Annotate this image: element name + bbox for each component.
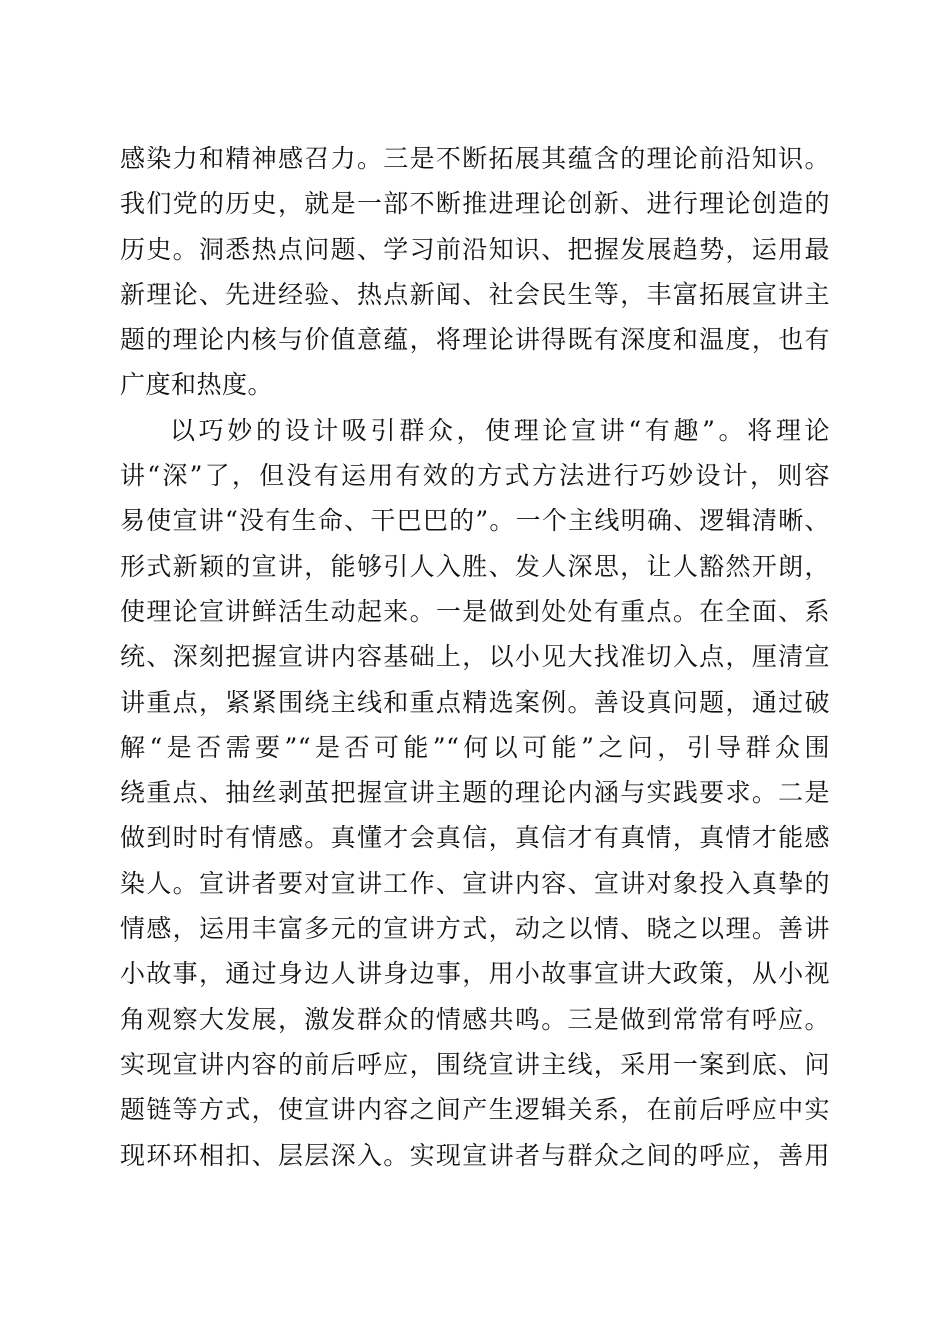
text-line: 做到时时有情感。真懂才会真信，真信才有真情，真情才能感 bbox=[120, 823, 830, 853]
paragraph-1 bbox=[120, 136, 830, 408]
text-line: 解“是否需要”“是否可能”“何以可能”之问，引导群众围 bbox=[120, 732, 830, 762]
text-line: 实现宣讲内容的前后呼应，围绕宣讲主线，采用一案到底、问 bbox=[120, 1049, 830, 1079]
paragraph-2 bbox=[120, 408, 830, 1178]
text-line: 绕重点、抽丝剥茧把握宣讲主题的理论内涵与实践要求。二是 bbox=[120, 778, 830, 808]
text-line: 感染力和精神感召力。三是不断拓展其蕴含的理论前沿知识。 bbox=[120, 144, 830, 173]
text-line: 题链等方式，使宣讲内容之间产生逻辑关系，在前后呼应中实 bbox=[120, 1095, 830, 1125]
text-line: 广度和热度。 bbox=[120, 370, 274, 400]
text-line: 新理论、先进经验、热点新闻、社会民生等，丰富拓展宣讲主 bbox=[120, 279, 830, 309]
text-line: 统、深刻把握宣讲内容基础上，以小见大找准切入点，厘清宣 bbox=[120, 642, 830, 672]
text-line: 讲重点，紧紧围绕主线和重点精选案例。善设真问题，通过破 bbox=[120, 687, 830, 717]
text-line: 我们党的历史，就是一部不断推进理论创新、进行理论创造的 bbox=[120, 189, 830, 219]
text-line: 讲“深”了，但没有运用有效的方式方法进行巧妙设计，则容 bbox=[120, 461, 830, 491]
text-line: 小故事，通过身边人讲身边事，用小故事宣讲大政策，从小视 bbox=[120, 959, 830, 989]
text-line: 以巧妙的设计吸引群众，使理论宣讲“有趣”。将理论 bbox=[170, 415, 830, 445]
document-page bbox=[120, 136, 830, 1178]
text-line: 情感，运用丰富多元的宣讲方式，动之以情、晓之以理。善讲 bbox=[120, 914, 830, 944]
text-line: 染人。宣讲者要对宣讲工作、宣讲内容、宣讲对象投入真挚的 bbox=[120, 868, 830, 898]
text-line: 角观察大发展，激发群众的情感共鸣。三是做到常常有呼应。 bbox=[120, 1004, 830, 1034]
text-line: 现环环相扣、层层深入。实现宣讲者与群众之间的呼应，善用 bbox=[120, 1140, 830, 1170]
text-line: 题的理论内核与价值意蕴，将理论讲得既有深度和温度，也有 bbox=[120, 325, 830, 355]
text-line: 历史。洞悉热点问题、学习前沿知识、把握发展趋势，运用最 bbox=[120, 234, 830, 264]
text-line: 形式新颖的宣讲，能够引人入胜、发人深思，让人豁然开朗， bbox=[120, 551, 830, 581]
text-line: 使理论宣讲鲜活生动起来。一是做到处处有重点。在全面、系 bbox=[120, 596, 830, 626]
text-line: 易使宣讲“没有生命、干巴巴的”。一个主线明确、逻辑清晰、 bbox=[120, 506, 830, 536]
